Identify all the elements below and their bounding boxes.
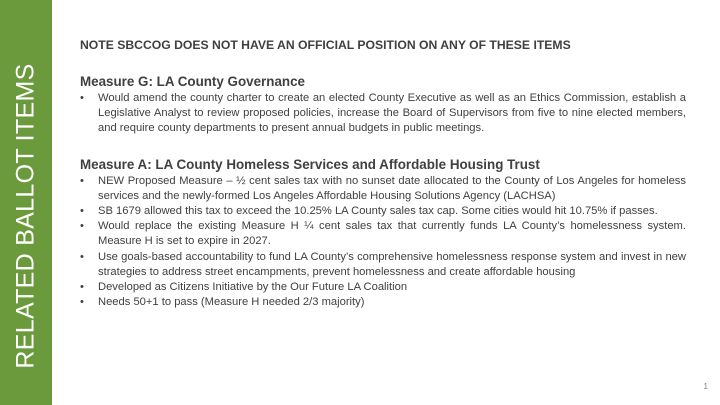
list-item: • NEW Proposed Measure – ½ cent sales tax with no sunset date allocated to the County of Los Angeles for homeless services and the newly-formed Los Angeles Affordable Housing Solutions Agency (LACHSA) xyxy=(80,174,686,204)
measure-g-heading: Measure G: LA County Governance xyxy=(80,74,305,89)
list-item: • Use goals-based accountability to fund LA County’s comprehensive homelessness response system and invest in new strategies to address street encampments, prevent homelessness and create affordable housing xyxy=(80,250,686,280)
sidebar xyxy=(0,0,52,405)
sidebar-title: RELATED BALLOT ITEMS xyxy=(11,63,40,369)
slide-content xyxy=(80,38,686,310)
measure-a-heading: Measure A: LA County Homeless Services and Affordable Housing Trust xyxy=(80,156,540,172)
list-item: • Developed as Citizens Initiative by the Our Future LA Coalition xyxy=(80,280,686,295)
measure-a-bullets xyxy=(80,174,686,311)
list-item: • SB 1679 allowed this tax to exceed the 10.25% LA County sales tax cap. Some cities would hit 10.75% if passes. xyxy=(80,204,686,219)
measure-g-bullets xyxy=(80,91,686,137)
list-item: • Needs 50+1 to pass (Measure H needed 2/3 majority) xyxy=(80,295,686,310)
list-item: • Would replace the existing Measure H ¼ cent sales tax that currently funds LA County’s homelessness system. Measure H is set to expire in 2027. xyxy=(80,219,686,249)
list-item: • Would amend the county charter to create an elected County Executive as well as an Ethics Commission, establish a Legislative Analyst to review proposed policies, increase the Board of Supervisors from five to nine elected members, and require county departments to present annual budgets in public meetings. xyxy=(80,91,686,137)
disclaimer-note: NOTE SBCCOG DOES NOT HAVE AN OFFICIAL POSITION ON ANY OF THESE ITEMS xyxy=(80,38,571,52)
slide-number: 1 xyxy=(703,382,708,391)
